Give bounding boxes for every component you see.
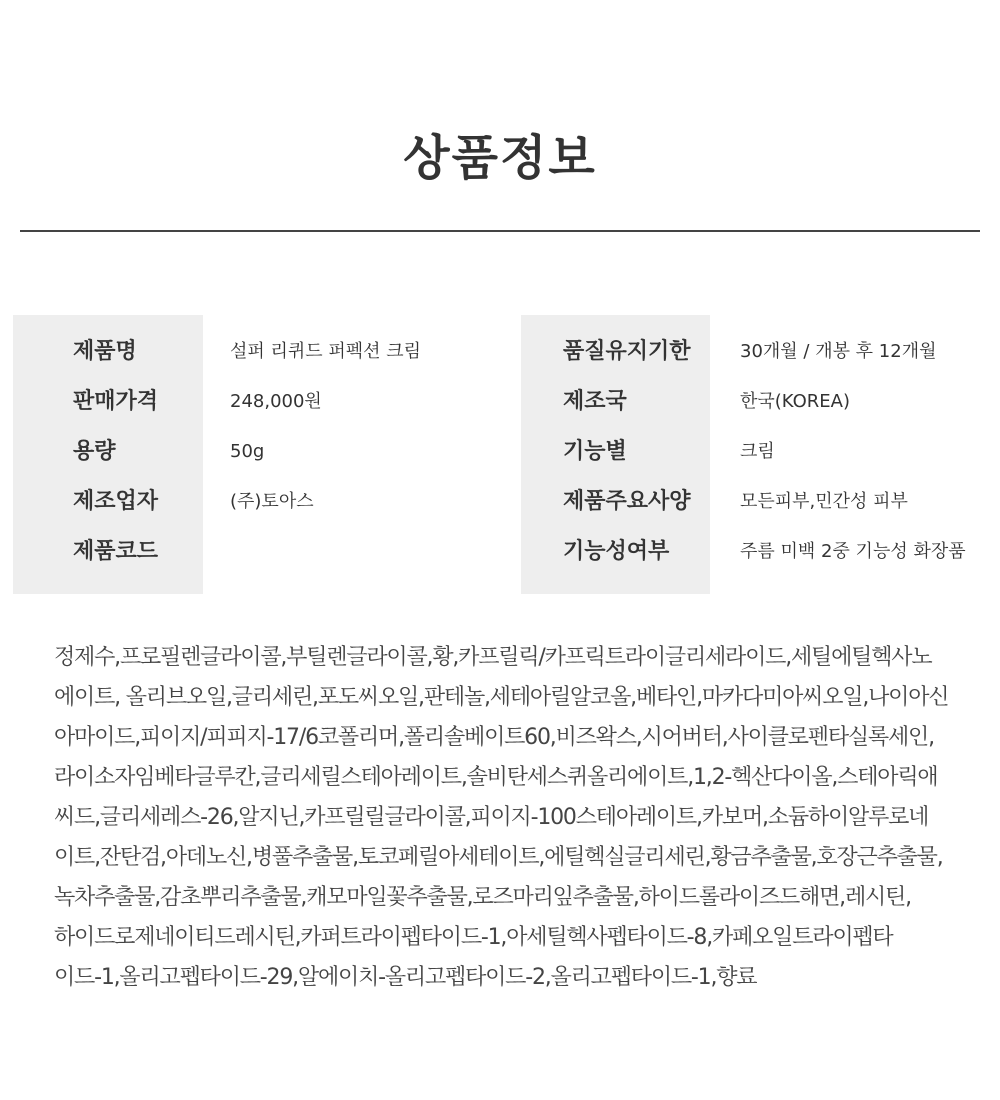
left-label-column [13,315,203,594]
label-volume: 용량 [73,439,116,464]
label-manufacturer: 제조업자 [73,489,159,514]
ingredients-line: 하이드로제네이티드레시틴,카퍼트라이펩타이드-1,아세틸헥사펩타이드-8,카페오일트라이펩타 [54,925,893,950]
ingredients-line: 이드-1,올리고펩타이드-29,알에이치-올리고펩타이드-2,올리고펩타이드-1,향료 [54,965,757,990]
ingredients-list [54,638,954,998]
value-product-name: 설퍼 리퀴드 퍼펙션 크림 [230,341,422,362]
ingredients-line: 씨드,글리세레스-26,알지닌,카프릴릴글라이콜,피이지-100스테아레이트,카보머,소듐하이알루로네 [54,805,929,830]
value-function: 크림 [740,441,775,462]
label-main-spec: 제품주요사양 [563,489,691,514]
value-volume: 50g [230,441,265,462]
left-value-column [203,315,521,594]
ingredients-line: 라이소자임베타글루칸,글리세릴스테아레이트,솔비탄세스퀴올리에이트,1,2-헥산다이올,스테아릭애 [54,765,938,790]
label-country: 제조국 [563,389,627,414]
label-product-name: 제품명 [73,339,137,364]
page-title: 상품정보 [403,130,597,186]
value-main-spec: 모든피부,민간성 피부 [740,491,908,512]
value-functional: 주름 미백 2중 기능성 화장품 [740,541,966,562]
value-shelf-life: 30개월 / 개봉 후 12개월 [740,341,937,362]
title-divider [20,230,980,232]
product-info-table [13,315,1000,594]
label-function: 기능별 [563,439,627,464]
value-manufacturer: (주)토아스 [230,491,314,512]
ingredients-line: 녹차추출물,감초뿌리추출물,캐모마일꽃추출물,로즈마리잎추출물,하이드롤라이즈드해면,레시틴, [54,885,911,910]
ingredients-line: 정제수,프로필렌글라이콜,부틸렌글라이콜,황,카프릴릭/카프릭트라이글리세라이드,세틸에틸헥사노 [54,645,932,670]
label-functional: 기능성여부 [563,539,670,564]
right-value-column [710,315,1000,594]
label-product-code: 제품코드 [73,539,159,564]
value-country: 한국(KOREA) [740,391,851,412]
ingredients-line: 에이트, 올리브오일,글리세린,포도씨오일,판테놀,세테아릴알코올,베타인,마카다미아씨오일,나이아신 [54,685,949,710]
label-shelf-life: 품질유지기한 [563,339,691,364]
ingredients-line: 아마이드,피이지/피피지-17/6코폴리머,폴리솔베이트60,비즈왁스,시어버터,사이클로펜타실록세인, [54,725,934,750]
ingredients-line: 이트,잔탄검,아데노신,병풀추출물,토코페릴아세테이트,에틸헥실글리세린,황금추출물,호장근추출물, [54,845,943,870]
value-price: 248,000원 [230,391,322,412]
label-price: 판매가격 [73,389,159,414]
right-label-column [521,315,710,594]
